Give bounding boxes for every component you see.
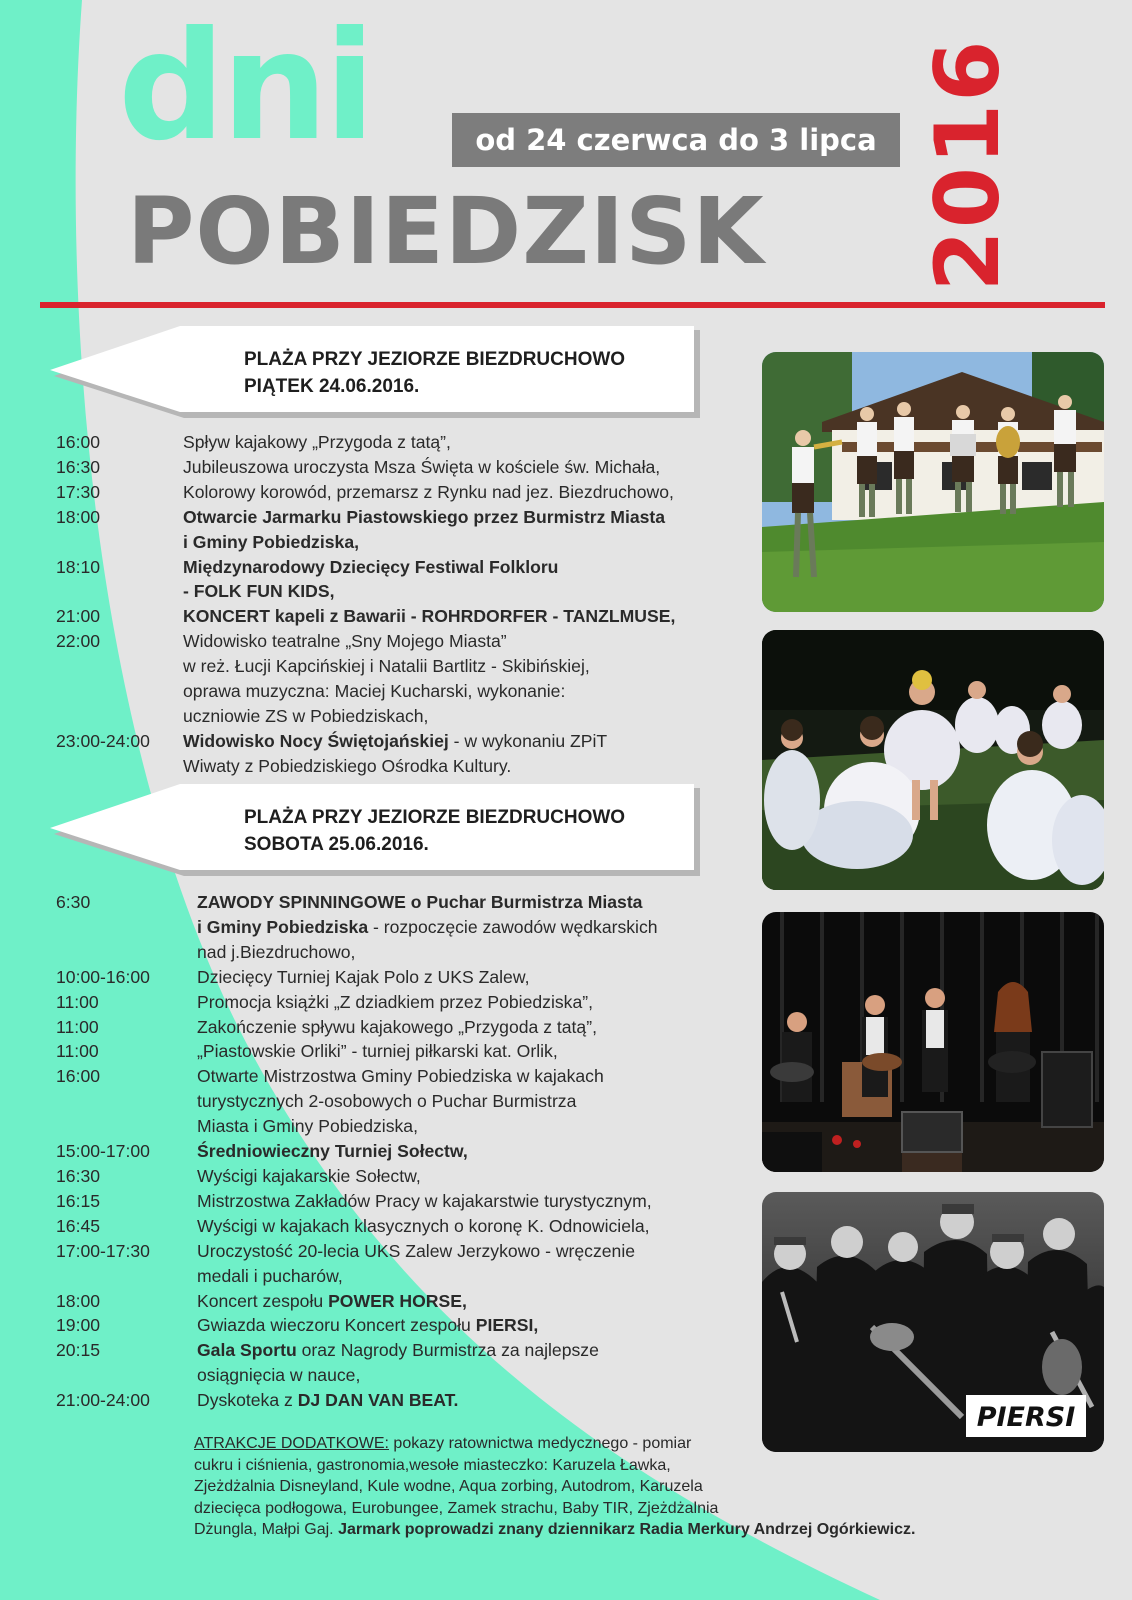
schedule-row [56, 1015, 776, 1040]
event-description: oprawa muzyczna: Maciej Kucharski, wykonanie: [183, 681, 566, 702]
event-time: 21:00-24:00 [56, 1390, 150, 1411]
event-description: osiągnięcia w nauce, [197, 1365, 361, 1386]
schedule-row [56, 455, 756, 480]
event-description: Jubileuszowa uroczysta Msza Święta w kościele św. Michała, [183, 456, 661, 477]
schedule-row [56, 1313, 776, 1338]
header-divider [40, 302, 1105, 308]
event-description: - rozpoczęcie zawodów wędkarskich [368, 916, 658, 937]
event-description: i Gminy Pobiedziska, [183, 531, 359, 552]
schedule-row [56, 629, 756, 729]
event-description: Średniowieczny Turniej Sołectw, [197, 1141, 468, 1162]
event-description: Dyskoteka z [197, 1390, 298, 1411]
section-banner-saturday [50, 784, 700, 876]
event-time: 16:30 [56, 456, 101, 477]
event-description: „Piastowskie Orliki” - turniej piłkarski kat. Orlik, [197, 1041, 558, 1062]
event-description: - FOLK FUN KIDS, [183, 581, 335, 602]
schedule-friday [56, 430, 756, 779]
photo-folk-dance [762, 630, 1104, 890]
event-time: 6:30 [56, 892, 91, 912]
schedule-row [56, 430, 756, 455]
banner-heading-day: SOBOTA 25.06.2016. [244, 834, 429, 855]
photo-band-piersi-image [762, 1192, 1104, 1452]
event-description: Gwiazda wieczoru Koncert zespołu [197, 1315, 476, 1336]
schedule-row [56, 1039, 776, 1064]
banner-heading-location: PLAŻA PRZY JEZIORZE BIEZDRUCHOWO [244, 807, 626, 828]
additional-attractions [194, 1433, 1034, 1541]
year-label [918, 40, 1018, 290]
date-range-badge: od 24 czerwca do 3 lipca [452, 113, 900, 167]
event-time: 17:00-17:30 [56, 1240, 150, 1261]
event-description: KONCERT kapeli z Bawarii - ROHRDORFER - TANZLMUSE, [183, 606, 676, 627]
piersi-logo-text: PIERSI [976, 1402, 1076, 1433]
event-time: 19:00 [56, 1315, 101, 1336]
schedule-row [56, 1289, 776, 1314]
schedule-row [56, 1214, 776, 1239]
title-town-name: POBIEDZISK [127, 178, 765, 285]
schedule-row [56, 990, 776, 1015]
event-description: Koncert zespołu [197, 1290, 329, 1311]
event-time: 16:30 [56, 1165, 101, 1186]
event-description: w reż. Łucji Kapcińskiej i Natalii Bartlitz - Skibińskiej, [183, 656, 590, 677]
event-highlight: PIERSI, [475, 1315, 539, 1336]
event-description: Mistrzostwa Zakładów Pracy w kajakarstwie turystycznym, [197, 1190, 652, 1211]
attractions-text: Dżungla, Małpi Gaj. [194, 1521, 339, 1538]
event-highlight: i Gminy Pobiedziska [197, 916, 369, 937]
event-description: Wiwaty z Pobiedziskiego Ośrodka Kultury. [183, 755, 512, 776]
event-description: Kolorowy korowód, przemarsz z Rynku nad jez. Biezdruchowo, [183, 481, 674, 502]
schedule-row [56, 1338, 776, 1388]
attractions-text: Zjeżdżalnia Disneyland, Kule wodne, Aqua zorbing, Autodrom, Karuzela [194, 1478, 703, 1495]
event-description: Dziecięcy Turniej Kajak Polo z UKS Zalew, [197, 966, 530, 987]
event-description: Spływ kajakowy „Przygoda z tatą”, [183, 432, 451, 452]
event-time: 16:45 [56, 1215, 101, 1236]
title-word-dni: dni [118, 0, 372, 174]
schedule-row [56, 1064, 776, 1139]
event-time: 11:00 [56, 1041, 99, 1062]
event-description: medali i pucharów, [197, 1265, 343, 1286]
schedule-row [56, 1388, 776, 1413]
event-time: 11:00 [56, 991, 99, 1012]
event-description: Wyścigi w kajakach klasycznych o koronę K. Odnowiciela, [197, 1215, 650, 1236]
event-time: 18:00 [56, 1290, 101, 1311]
event-time: 16:00 [56, 1066, 101, 1087]
event-highlight: DJ DAN VAN BEAT. [297, 1390, 459, 1411]
event-time: 10:00-16:00 [56, 966, 150, 987]
event-time: 20:15 [56, 1340, 101, 1361]
event-description: Otwarte Mistrzostwa Gminy Pobiedziska w kajakach [197, 1066, 604, 1087]
attractions-text: dziecięca podłogowa, Eurobungee, Zamek strachu, Baby TIR, Zjeżdżalnia [194, 1499, 719, 1517]
attractions-host-note: Jarmark poprowadzi znany dziennikarz Radia Merkury Andrzej Ogórkiewicz. [338, 1521, 916, 1538]
event-description: turystycznych 2-osobowych o Puchar Burmistrza [197, 1091, 577, 1112]
event-time: 16:00 [56, 432, 101, 452]
banner-heading-location: PLAŻA PRZY JEZIORZE BIEZDRUCHOWO [244, 349, 626, 370]
event-description: Miasta i Gminy Pobiedziska, [197, 1116, 418, 1137]
attractions-text: pokazy ratownictwa medycznego - pomiar [388, 1435, 692, 1452]
event-time: 21:00 [56, 606, 101, 627]
event-time: 18:10 [56, 556, 101, 577]
event-highlight: ZAWODY SPINNINGOWE o Puchar Burmistrza Miasta [197, 892, 643, 912]
event-description: Widowisko teatralne „Sny Mojego Miasta” [183, 631, 507, 652]
photo-folk-dance-image [762, 630, 1104, 890]
schedule-saturday [56, 890, 776, 1413]
event-time: 15:00-17:00 [56, 1141, 150, 1162]
schedule-row [56, 729, 756, 779]
attractions-text: cukru i ciśnienia, gastronomia,wesołe miasteczko: Karuzela Ławka, [194, 1456, 671, 1474]
schedule-row [56, 555, 756, 605]
event-description: uczniowie ZS w Pobiedziskach, [183, 705, 429, 726]
schedule-row [56, 505, 756, 555]
event-description: Międzynarodowy Dziecięcy Festiwal Folkloru [183, 556, 559, 577]
schedule-row [56, 1139, 776, 1164]
event-time: 23:00-24:00 [56, 730, 150, 751]
schedule-row [56, 604, 756, 629]
schedule-row [56, 1189, 776, 1214]
event-description: nad j.Biezdruchowo, [197, 941, 356, 962]
event-time: 11:00 [56, 1016, 99, 1037]
event-description: Otwarcie Jarmarku Piastowskiego przez Burmistrz Miasta [183, 506, 666, 527]
event-description: Promocja książki „Z dziadkiem przez Pobiedziska”, [197, 991, 593, 1012]
attractions-label: ATRAKCJE DODATKOWE: [194, 1435, 389, 1452]
year-text: 2016 [916, 38, 1019, 292]
event-description: oraz Nagrody Burmistrza za najlepsze [296, 1340, 599, 1361]
banner-heading-day: PIĄTEK 24.06.2016. [244, 376, 420, 397]
event-time: 17:30 [56, 481, 101, 502]
event-time: 22:00 [56, 631, 101, 652]
event-highlight: Gala Sportu [197, 1340, 297, 1361]
event-time: 18:00 [56, 506, 101, 527]
event-description: Wyścigi kajakarskie Sołectw, [197, 1165, 421, 1186]
schedule-row [56, 1164, 776, 1189]
event-description: Zakończenie spływu kajakowego „Przygoda z tatą”, [197, 1016, 597, 1037]
section-banner-friday [50, 326, 700, 418]
schedule-row [56, 890, 776, 965]
photo-band-piersi [762, 1192, 1104, 1452]
event-highlight: Widowisko Nocy Świętojańskiej [183, 730, 449, 751]
schedule-row [56, 480, 756, 505]
photo-bavarian-band-image [762, 352, 1104, 612]
photo-rock-concert [762, 912, 1104, 1172]
event-description: Uroczystość 20-lecia UKS Zalew Jerzykowo - wręczenie [197, 1240, 636, 1261]
photo-bavarian-band [762, 352, 1104, 612]
schedule-row [56, 1239, 776, 1289]
schedule-row [56, 965, 776, 990]
event-description: - w wykonaniu ZPiT [448, 730, 608, 751]
event-time: 16:15 [56, 1190, 101, 1211]
photo-rock-concert-image [762, 912, 1104, 1172]
event-highlight: POWER HORSE, [328, 1290, 467, 1311]
